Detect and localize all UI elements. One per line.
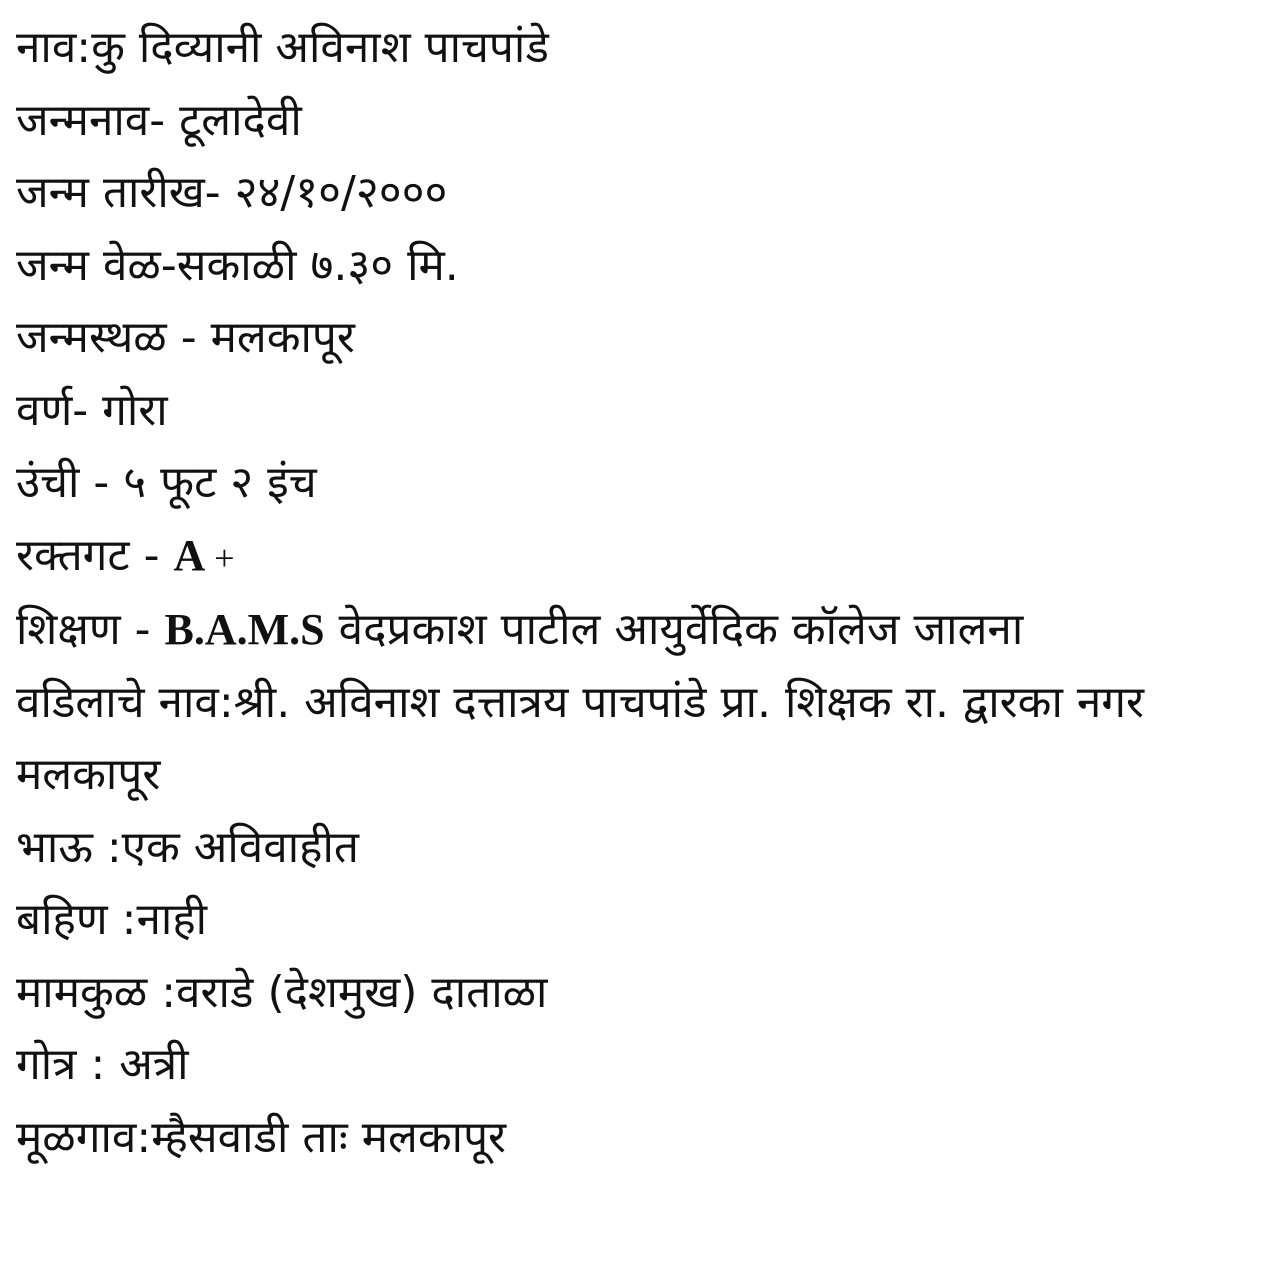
native-place-line: मूळगाव:म्हैसवाडी ताः मलकापूर	[16, 1111, 507, 1163]
gotra-line: गोत्र : अत्री	[16, 1039, 189, 1090]
birth-place-line: जन्मस्थळ - मलकापूर	[16, 312, 355, 363]
sister-line: बहिण :नाही	[16, 894, 208, 945]
birth-time-line: जन्म वेळ-सकाळी ७.३० मि.	[16, 239, 459, 291]
father-line: वडिलाचे नाव:श्री. अविनाश दत्तात्रय पाचपांडे प्रा. शिक्षक रा. द्वारका नगर मलकापूर	[16, 676, 1145, 800]
maternal-family-line: मामकुळ :वराडे (देशमुख) दाताळा	[16, 966, 548, 1018]
name-line: नाव:कु दिव्यानी अविनाश पाचपांडे	[16, 22, 549, 73]
blood-group-value: A	[173, 530, 206, 580]
education-line	[16, 594, 1266, 667]
blood-group-sign: +	[205, 537, 235, 578]
birth-name-line: जन्मनाव- टूलादेवी	[16, 94, 302, 146]
brother-line: भाऊ :एक अविवाहीत	[16, 821, 359, 873]
education-college: वेदप्रकाश पाटील आयुर्वेदिक कॉलेज जालना	[324, 604, 1024, 655]
biodata-document	[16, 12, 1266, 1174]
education-label: शिक्षण -	[16, 604, 165, 655]
blood-group-label: रक्तगट -	[16, 529, 174, 581]
complexion-line: वर्ण- गोरा	[16, 384, 168, 436]
education-degree: B.A.M.S	[164, 605, 325, 654]
height-line: उंची - ५ फूट २ इंच	[16, 457, 317, 508]
birth-date-line: जन्म तारीख- २४/१०/२०००	[16, 167, 448, 218]
blood-group-line	[16, 520, 1266, 595]
